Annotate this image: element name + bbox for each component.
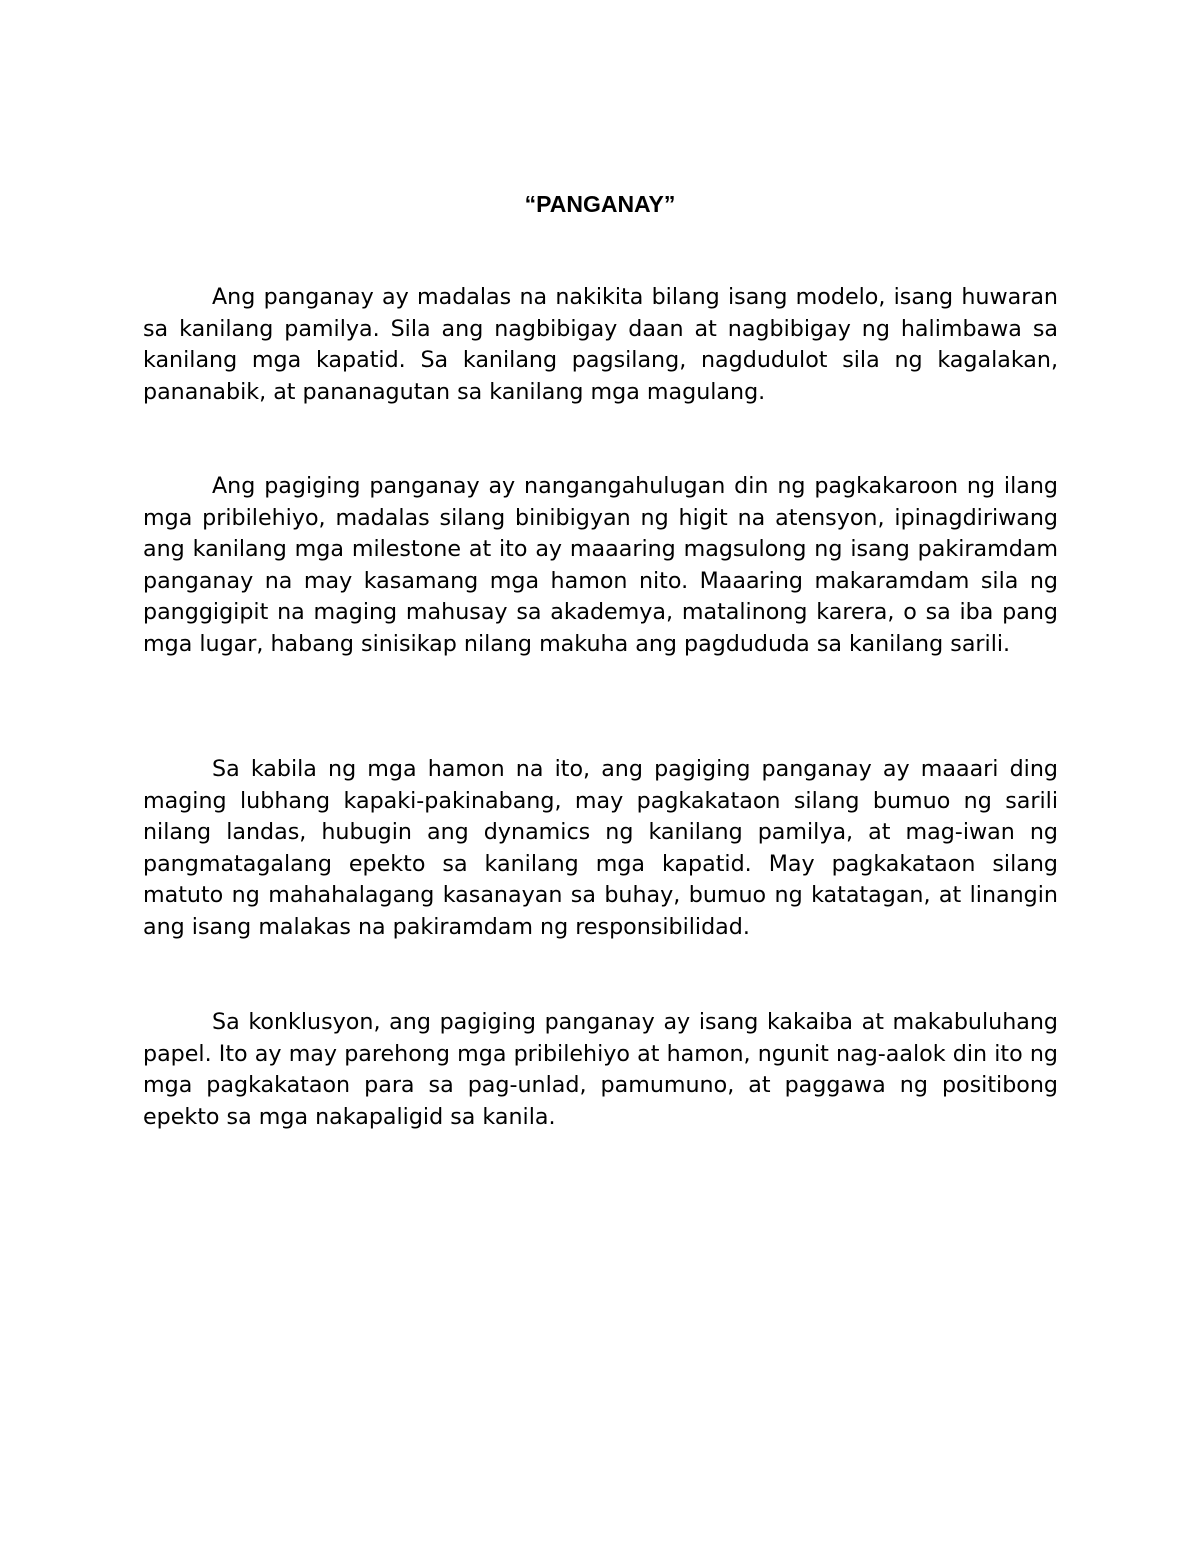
document-title: “PANGANAY” — [524, 191, 676, 217]
paragraph-4: Sa konklusyon, ang pagiging panganay ay isang kakaiba at makabuluhang papel. Ito ay may parehong mga pribilehiyo at hamon, ngunit nag-aalok din ito ng mga pagkakataon para sa pag-unlad, pamumuno, at paggawa ng positibong epekto sa mga nakapaligid sa kanila. — [143, 1009, 1058, 1130]
paragraph-1: Ang panganay ay madalas na nakikita bilang isang modelo, isang huwaran sa kanilang pamilya. Sila ang nagbibigay daan at nagbibigay ng halimbawa sa kanilang mga kapatid. Sa kanilang pagsilang, nagdudulot sila ng kagalakan, pananabik, at pananagutan sa kanilang mga magulang. — [143, 284, 1058, 405]
paragraph-3: Sa kabila ng mga hamon na ito, ang pagiging panganay ay maaari ding maging lubhang kapaki-pakinabang, may pagkakataon silang bumuo ng sarili nilang landas, hubugin ang dynamics ng kanilang pamilya, at mag-iwan ng pangmatagalang epekto sa kanilang mga kapatid. May pagkakataon silang matuto ng mahahalagang kasanayan sa buhay, bumuo ng katatagan, at linangin ang isang malakas na pakiramdam ng responsibilidad. — [143, 756, 1058, 940]
paragraph-2: Ang pagiging panganay ay nangangahulugan din ng pagkakaroon ng ilang mga pribilehiyo, madalas silang binibigyan ng higit na atensyon, ipinagdiriwang ang kanilang mga milestone at ito ay maaaring magsulong ng isang pakiramdam panganay na may kasamang mga hamon nito. Maaaring makaramdam sila ng panggigipit na maging mahusay sa akademya, matalinong karera, o sa iba pang mga lugar, habang sinisikap nilang makuha ang pagdududa sa kanilang sarili. — [143, 473, 1058, 657]
